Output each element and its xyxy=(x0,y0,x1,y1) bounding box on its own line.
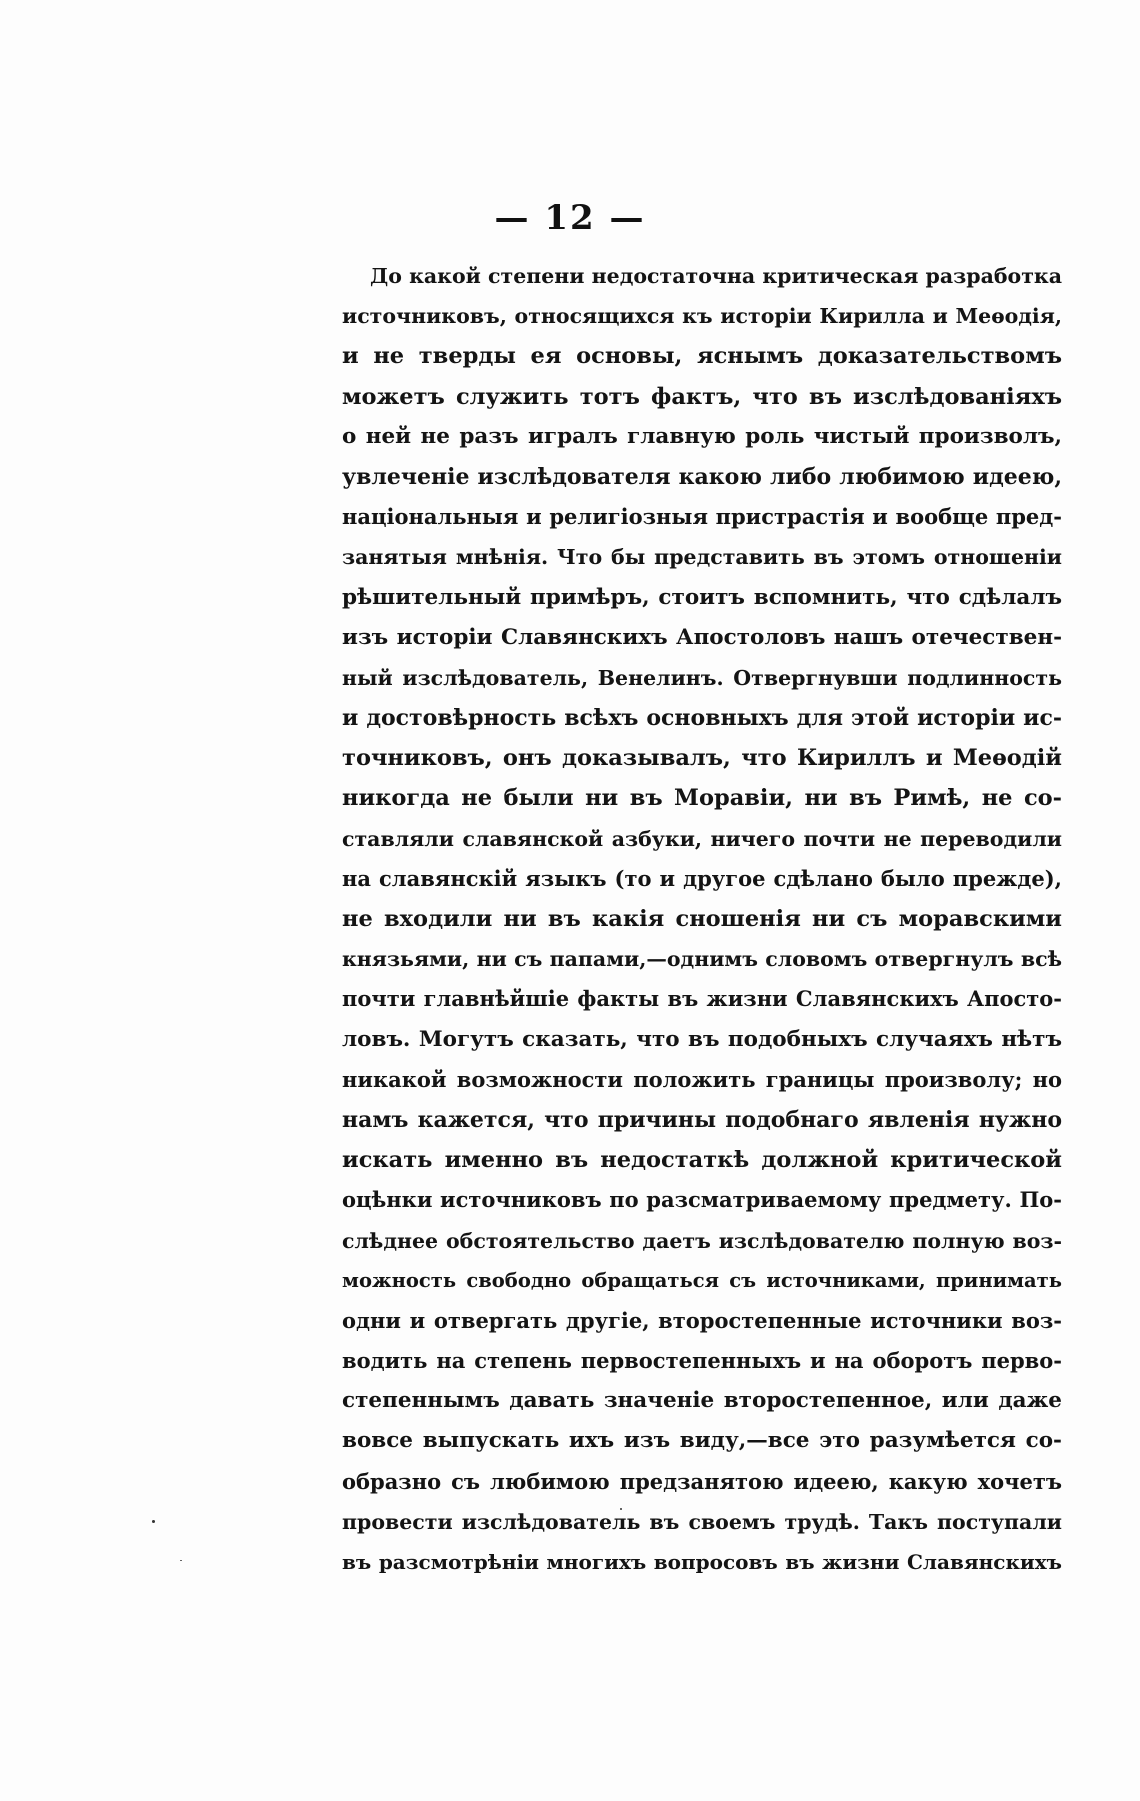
text-line: изъ исторіи Славянскихъ Апостоловъ нашъ отечествен- xyxy=(342,624,1062,650)
text-line: о ней не разъ игралъ главную роль чистый произволъ, xyxy=(342,423,1062,449)
text-line: и не тверды ея основы, яснымъ доказательствомъ xyxy=(342,343,1062,370)
text-line: искать именно въ недостаткѣ должной критической xyxy=(342,1147,1062,1174)
text-line: никакой возможности положить границы произволу; но xyxy=(342,1066,1062,1092)
text-line: намъ кажется, что причины подобнаго явленія нужно xyxy=(342,1106,1062,1133)
text-line: провести изслѣдователь въ своемъ трудѣ. Такъ поступали xyxy=(342,1509,1062,1534)
text-line: на славянскій языкъ (то и другое сдѣлано было прежде), xyxy=(342,865,1062,891)
text-line: степеннымъ давать значеніе второстепенное, или даже xyxy=(342,1388,1062,1414)
text-line: ловъ. Могутъ сказать, что въ подобныхъ случаяхъ нѣтъ xyxy=(342,1026,1062,1052)
text-line: никогда не были ни въ Моравіи, ни въ Римѣ, не со- xyxy=(342,785,1062,812)
text-line: образно съ любимою предзанятою идеею, какую хочетъ xyxy=(342,1468,1062,1494)
scan-speck xyxy=(180,1560,182,1561)
page-number: — 12 — xyxy=(494,198,646,238)
text-line: можетъ служить тотъ фактъ, что въ изслѣдованіяхъ xyxy=(342,383,1062,410)
text-line: оцѣнки источниковъ по разсматриваемому предмету. По- xyxy=(342,1187,1062,1213)
text-line: ставляли славянской азбуки, ничего почти не переводили xyxy=(342,826,1062,851)
scan-speck xyxy=(620,1508,622,1510)
text-line: До какой степени недостаточна критическая разработка xyxy=(370,264,1062,288)
text-line: одни и отвергать другіе, второстепенные источники воз- xyxy=(342,1307,1062,1333)
text-line: почти главнѣйшіе факты въ жизни Славянскихъ Апосто- xyxy=(342,986,1062,1012)
text-line: слѣднее обстоятельство даетъ изслѣдователю полную воз- xyxy=(342,1228,1062,1253)
text-line: и достовѣрность всѣхъ основныхъ для этой исторіи ис- xyxy=(342,705,1062,732)
text-line: источниковъ, относящихся къ исторіи Кирилла и Меѳодія, xyxy=(342,304,1062,329)
text-line: можность свободно обращаться съ источниками, принимать xyxy=(342,1268,1062,1292)
text-line: занятыя мнѣнія. Что бы представить въ этомъ отношеніи xyxy=(342,545,1062,570)
text-line: точниковъ, онъ доказывалъ, что Кириллъ и Меѳодій xyxy=(342,745,1062,772)
scan-speck xyxy=(152,1520,155,1523)
text-line: національныя и религіозныя пристрастія и вообще пред- xyxy=(342,504,1062,530)
text-line: князьями, ни съ папами,—однимъ словомъ отвергнулъ всѣ xyxy=(342,947,1062,972)
text-line: увлеченіе изслѣдователя какою либо любимою идеею, xyxy=(342,463,1062,490)
text-line: водить на степень первостепенныхъ и на оборотъ перво- xyxy=(342,1348,1062,1374)
text-line: ный изслѣдователь, Венелинъ. Отвергнувши подлинность xyxy=(342,665,1062,690)
text-line: рѣшительный примѣръ, стоитъ вспомнить, что сдѣлалъ xyxy=(342,584,1062,610)
body-text xyxy=(342,256,1062,1582)
text-line: вовсе выпускать ихъ изъ виду,—все это разумѣется со- xyxy=(342,1428,1062,1454)
text-line: не входили ни въ какія сношенія ни съ моравскими xyxy=(342,906,1062,932)
text-line: въ разсмотрѣніи многихъ вопросовъ въ жизни Славянскихъ xyxy=(342,1550,1062,1574)
